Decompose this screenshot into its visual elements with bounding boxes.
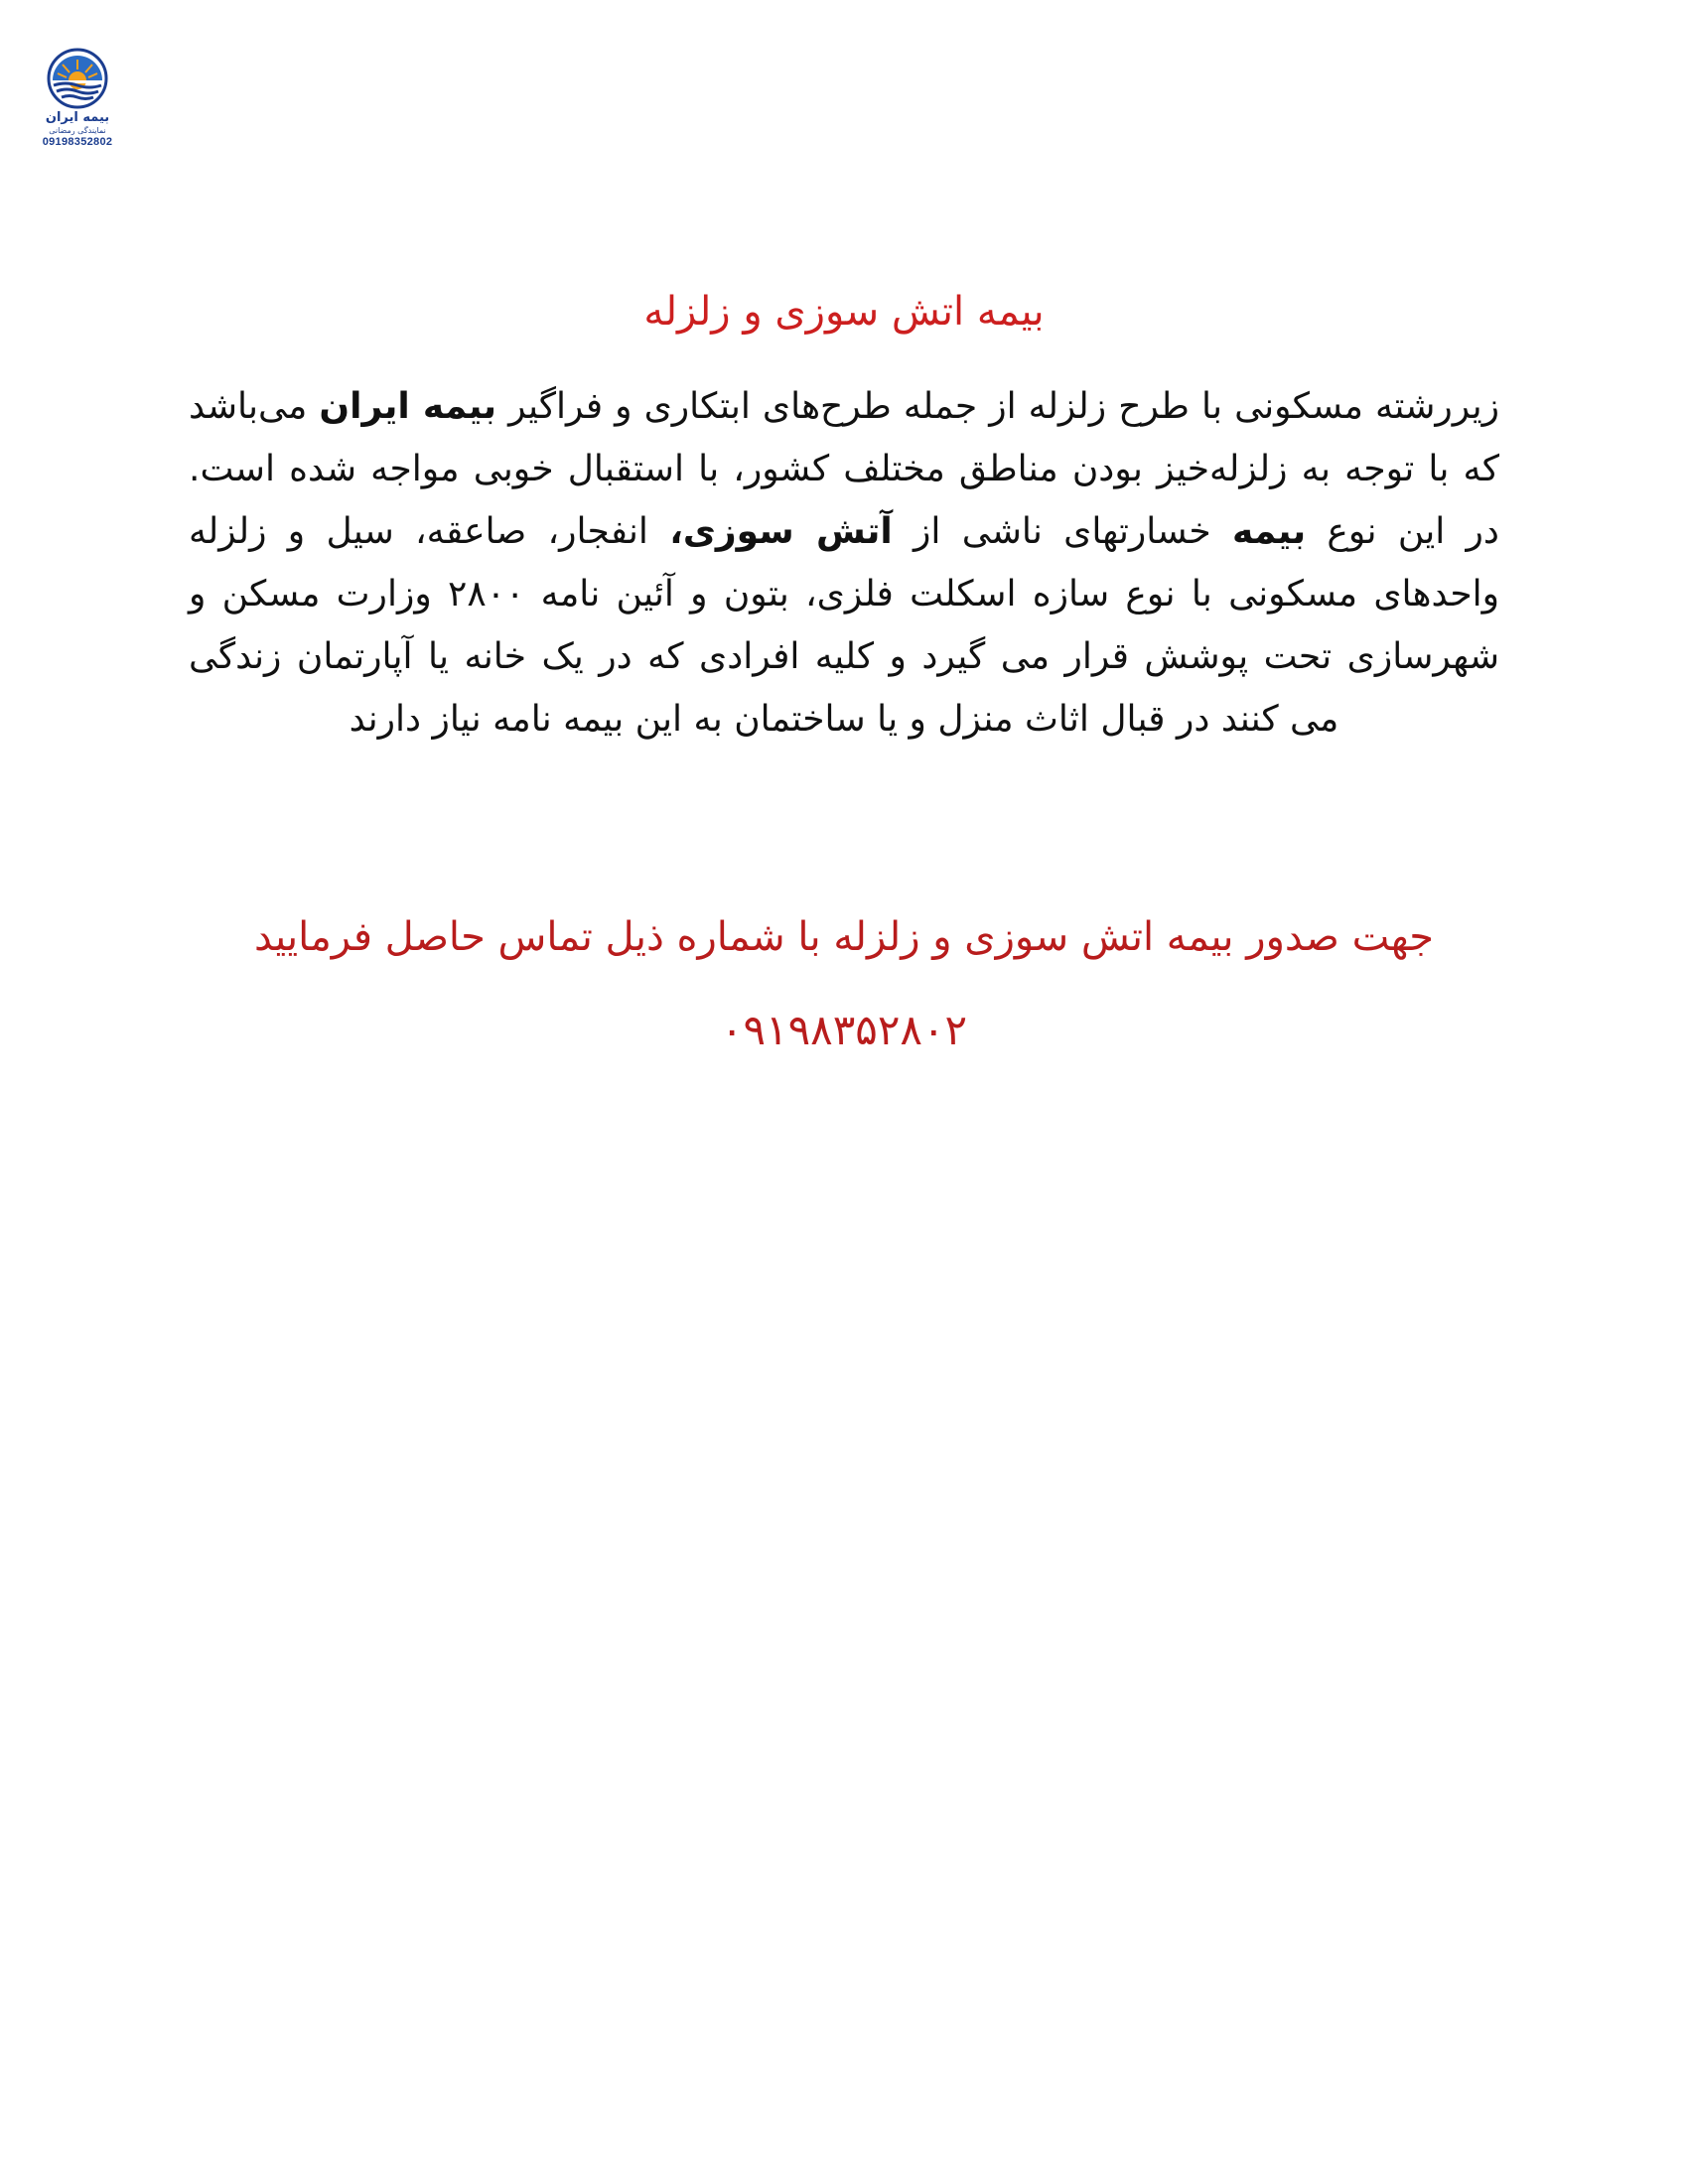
paragraph-emphasis: آتش سوزی، bbox=[669, 511, 893, 552]
logo-agent-name: نمایندگی رمضانی bbox=[49, 126, 106, 135]
paragraph-segment: زیررشته مسکونی با طرح زلزله از جمله طرح‌های ابتکاری و فراگیر bbox=[496, 386, 1500, 427]
paragraph-emphasis: بیمه bbox=[1231, 511, 1307, 552]
paragraph-segment: می‌باشد که با توجه به زلزله‌خیز بودن مناطق مختلف کشور، با استقبال خوبی مواجه شده است. در این نوع bbox=[189, 386, 1499, 552]
bime-iran-emblem-icon bbox=[47, 48, 108, 109]
page-title: بیمه اتش سوزی و زلزله bbox=[643, 289, 1045, 335]
body-paragraph bbox=[189, 375, 1499, 751]
paragraph-emphasis: بیمه ایران bbox=[319, 386, 497, 427]
paragraph-segment: خسارتهای ناشی از bbox=[892, 511, 1232, 552]
company-logo bbox=[30, 48, 125, 149]
logo-phone-number: 09198352802 bbox=[42, 136, 113, 148]
contact-phone-number[interactable]: ۰۹۱۹۸۳۵۲۸۰۲ bbox=[720, 1006, 968, 1054]
call-to-action: جهت صدور بیمه اتش سوزی و زلزله با شماره ذیل تماس حاصل فرمایید bbox=[253, 914, 1435, 960]
paragraph-segment: انفجار، صاعقه، سیل و زلزله واحدهای مسکونی با نوع سازه اسکلت فلزی، بتون و آئین نامه ۲۸۰۰ وزارت مسکن و شهرسازی تحت پوشش قرار می گیرد و کلیه افرادی که در یک خانه یا آپارتمان زندگی می کنند در قبال اثاث منزل و یا ساختمان به این بیمه نامه نیاز دارند bbox=[189, 511, 1499, 740]
logo-company-name: بیمه ایران bbox=[45, 110, 110, 125]
